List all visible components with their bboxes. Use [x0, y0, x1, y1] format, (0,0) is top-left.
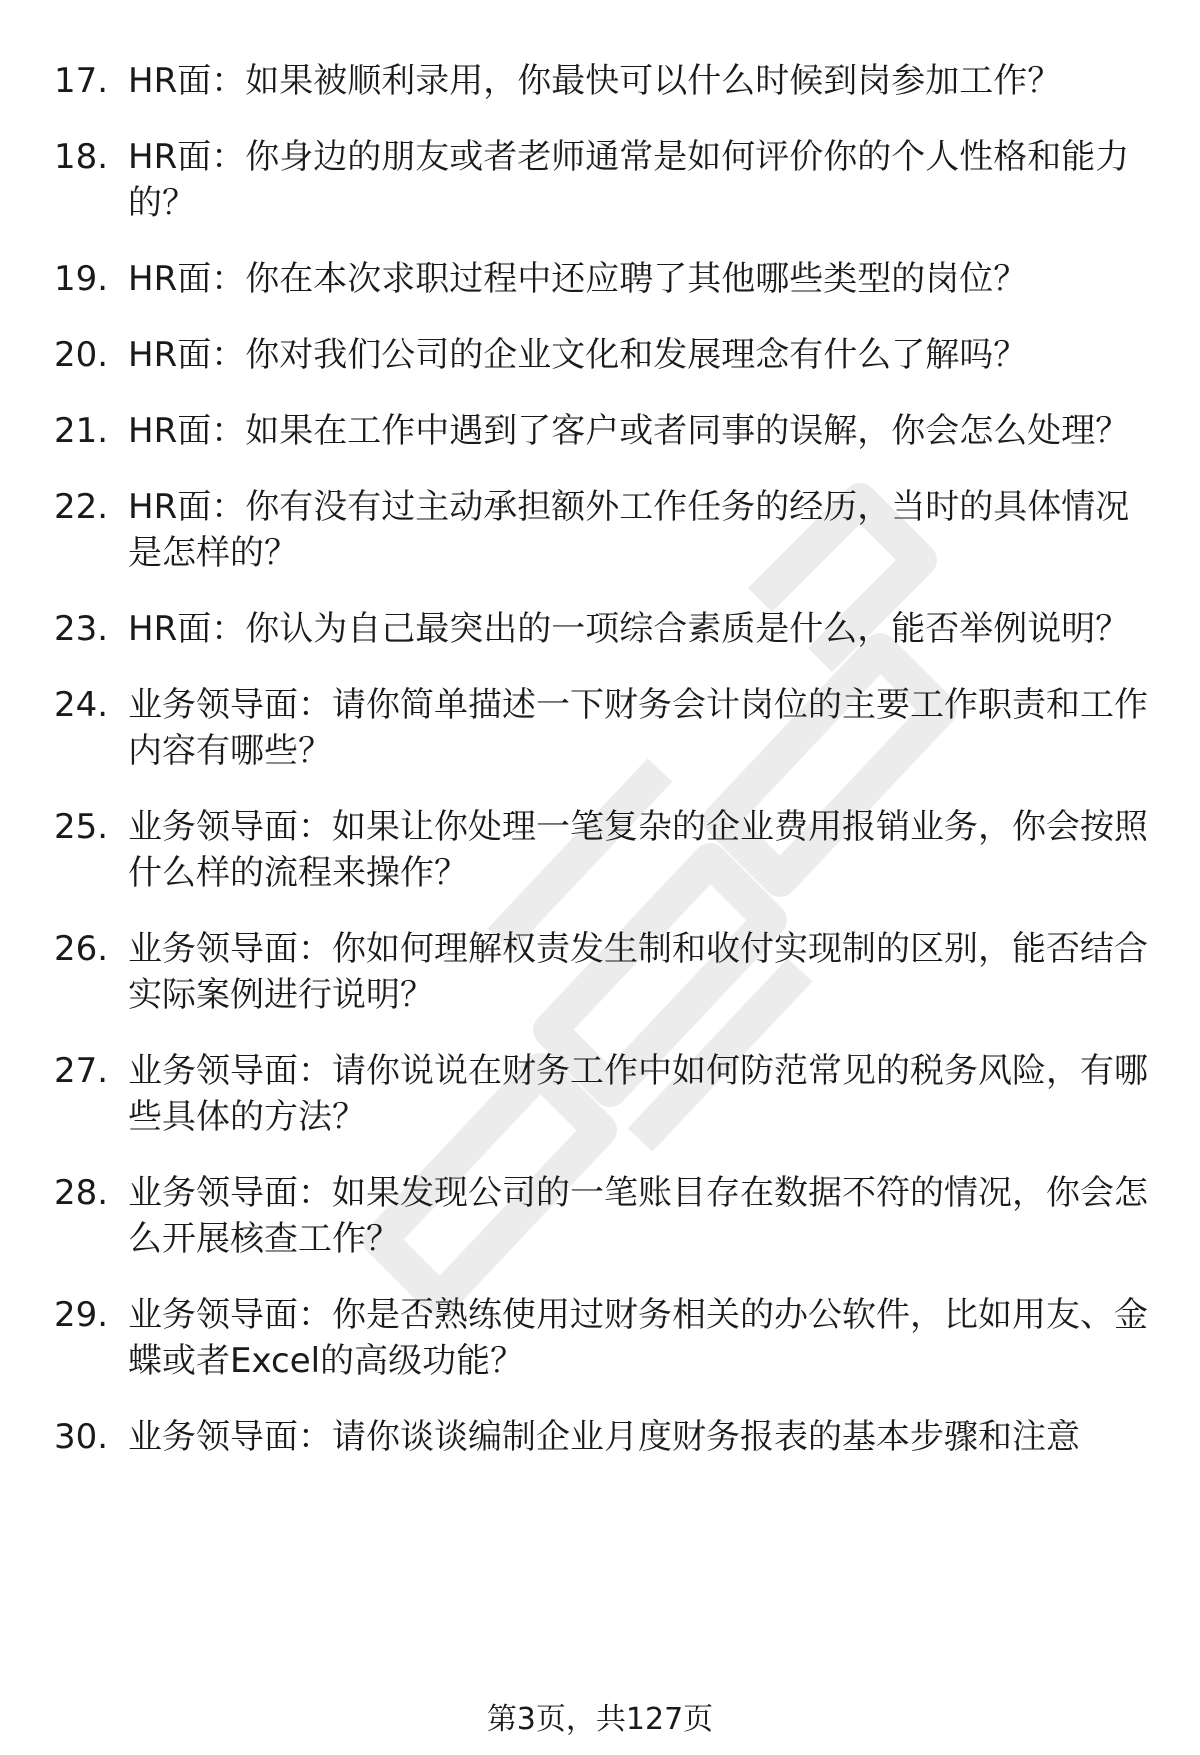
question-text: HR面：如果被顺利录用，你最快可以什么时候到岗参加工作？ [128, 61, 1062, 101]
question-text: HR面：你有没有过主动承担额外工作任务的经历，当时的具体情况是怎样的？ [128, 487, 1130, 573]
question-text: 业务领导面：如果发现公司的一笔账目存在数据不符的情况，你会怎么开展核查工作？ [128, 1173, 1148, 1259]
question-text: HR面：如果在工作中遇到了客户或者同事的误解，你会怎么处理？ [128, 411, 1130, 451]
question-item [0, 606, 1200, 652]
question-text: 业务领导面：如果让你处理一笔复杂的企业费用报销业务，你会按照什么样的流程来操作？ [128, 807, 1148, 893]
question-number: 18. [54, 137, 109, 177]
question-text: HR面：你对我们公司的企业文化和发展理念有什么了解吗？ [128, 335, 1028, 375]
question-list [0, 58, 1200, 1490]
question-item [0, 1170, 1200, 1262]
page-footer: 第3页，共127页 [486, 1702, 714, 1737]
question-item [0, 926, 1200, 1018]
question-item [0, 134, 1200, 226]
question-number: 20. [54, 335, 109, 375]
question-text: 业务领导面：请你谈谈编制企业月度财务报表的基本步骤和注意 [128, 1417, 1080, 1457]
question-item [0, 332, 1200, 378]
question-item [0, 1292, 1200, 1384]
question-item [0, 1414, 1200, 1460]
question-text: HR面：你在本次求职过程中还应聘了其他哪些类型的岗位？ [128, 259, 1028, 299]
question-number: 26. [54, 929, 109, 969]
question-number: 24. [54, 685, 109, 725]
question-item [0, 1048, 1200, 1140]
question-item [0, 58, 1200, 104]
question-text: 业务领导面：请你简单描述一下财务会计岗位的主要工作职责和工作内容有哪些？ [128, 685, 1148, 771]
question-number: 25. [54, 807, 109, 847]
question-text: HR面：你认为自己最突出的一项综合素质是什么，能否举例说明？ [128, 609, 1130, 649]
question-item [0, 256, 1200, 302]
question-text: 业务领导面：请你说说在财务工作中如何防范常见的税务风险，有哪些具体的方法？ [128, 1051, 1148, 1137]
question-number: 21. [54, 411, 109, 451]
question-number: 28. [54, 1173, 109, 1213]
question-number: 22. [54, 487, 109, 527]
question-text: 业务领导面：你如何理解权责发生制和收付实现制的区别，能否结合实际案例进行说明？ [128, 929, 1148, 1015]
question-number: 17. [54, 61, 109, 101]
question-item [0, 682, 1200, 774]
question-item [0, 804, 1200, 896]
question-number: 27. [54, 1051, 109, 1091]
question-item [0, 408, 1200, 454]
question-text: HR面：你身边的朋友或者老师通常是如何评价你的个人性格和能力的？ [128, 137, 1130, 223]
question-text: 业务领导面：你是否熟练使用过财务相关的办公软件，比如用友、金蝶或者Excel的高级功能？ [128, 1295, 1148, 1381]
question-number: 29. [54, 1295, 109, 1335]
question-number: 30. [54, 1417, 109, 1457]
question-number: 23. [54, 609, 109, 649]
question-number: 19. [54, 259, 109, 299]
question-item [0, 484, 1200, 576]
